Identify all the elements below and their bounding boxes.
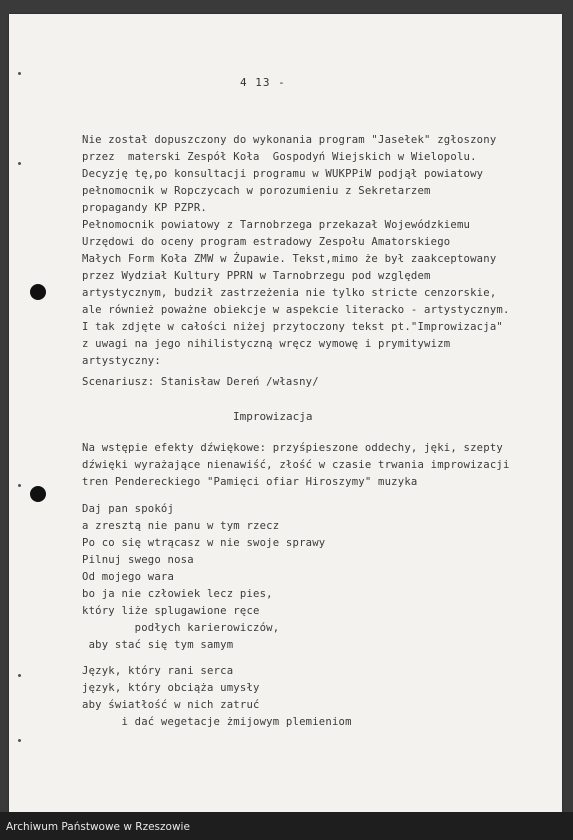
text-line: z uwagi na jego nihilistyczną wręcz wymowę i prymitywizm (82, 338, 451, 350)
text-line: dźwięki wyrażające nienawiść, złość w czasie trwania improwizacji (82, 459, 510, 471)
poem-line: który liże splugawione ręce (82, 605, 260, 617)
text-line: tren Pendereckiego "Pamięci ofiar Hiroszymy" muzyka (82, 476, 418, 488)
margin-dot (18, 484, 21, 487)
poem-line: aby stać się tym samym (82, 639, 234, 651)
margin-dot (18, 674, 21, 677)
text-line: propagandy KP PZPR. (82, 202, 207, 214)
text-line: Pełnomocnik powiatowy z Tarnobrzega przekazał Wojewódzkiemu (82, 219, 471, 231)
poem-line: bo ja nie człowiek lecz pies, (82, 588, 273, 600)
archive-footer (0, 812, 573, 840)
margin-dot (18, 162, 21, 165)
poem-line: Po co się wtrącasz w nie swoje sprawy (82, 537, 326, 549)
poem-line: aby światłość w nich zatruć (82, 699, 260, 711)
text-line: pełnomocnik w Ropczycach w porozumieniu z Sekretarzem (82, 185, 431, 197)
poem-title: Improwizacja (233, 410, 313, 423)
archive-name: Archiwum Państwowe w Rzeszowie (6, 821, 190, 833)
text-line: Decyzję tę,po konsultacji programu w WUKPPiW podjął powiatowy (82, 168, 484, 180)
poem-line: Od mojego wara (82, 571, 175, 583)
text-line: przez materski Zespół Koła Gospodyń Wiejskich w Wielopolu. (82, 151, 477, 163)
page-number: 4 13 - (240, 76, 286, 89)
text-line: artystyczny: (82, 355, 161, 367)
poem-line: Daj pan spokój (82, 503, 175, 515)
poem-line: Pilnuj swego nosa (82, 554, 194, 566)
text-line: Na wstępie efekty dźwiękowe: przyśpieszone oddechy, jęki, szepty (82, 442, 503, 454)
text-line: Nie został dopuszczony do wykonania program "Jasełek" zgłoszony (82, 134, 497, 146)
poem-line: Język, który rani serca (82, 665, 234, 677)
poem-line: a zresztą nie panu w tym rzecz (82, 520, 280, 532)
poem-line: podłych karierowiczów, (82, 622, 280, 634)
text-line: I tak zdjęte w całości niżej przytoczony tekst pt."Improwizacja" (82, 321, 503, 333)
punch-hole (30, 284, 46, 300)
text-line: artystycznym, budził zastrzeżenia nie tylko stricte cenzorskie, (82, 287, 497, 299)
text-line: ale również poważne obiekcje w aspekcie literacko - artystycznym. (82, 304, 510, 316)
poem-line: język, który obciąża umysły (82, 682, 260, 694)
poem-line: i dać wegetacje żmijowym plemieniom (82, 716, 352, 728)
text-line: Urzędowi do oceny program estradowy Zespołu Amatorskiego (82, 236, 451, 248)
margin-dot (18, 739, 21, 742)
punch-hole (30, 486, 46, 502)
margin-dot (18, 72, 21, 75)
scenario-line: Scenariusz: Stanisław Dereń /własny/ (82, 376, 319, 388)
text-line: przez Wydział Kultury PPRN w Tarnobrzegu pod względem (82, 270, 431, 282)
text-line: Małych Form Koła ZMW w Żupawie. Tekst,mimo że był zaakceptowany (82, 253, 497, 265)
